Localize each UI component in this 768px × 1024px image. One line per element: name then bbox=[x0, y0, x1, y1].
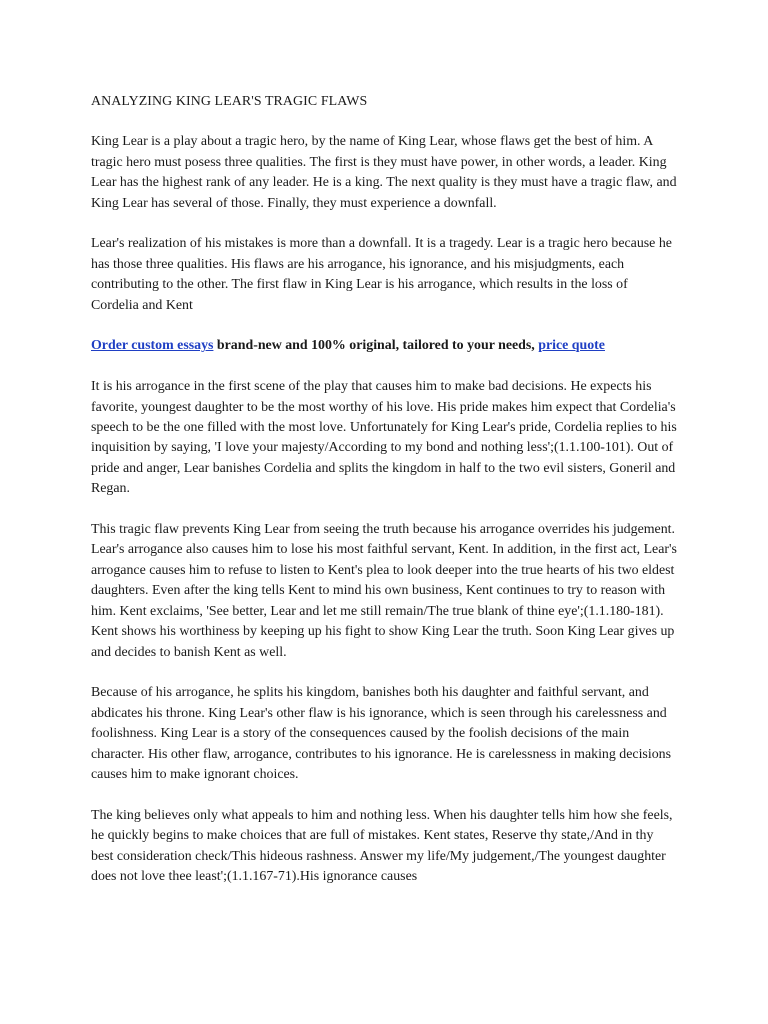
promo-text: brand-new and 100% original, tailored to your needs, bbox=[213, 338, 539, 354]
paragraph: King Lear is a play about a tragic hero, by the name of King Lear, whose flaws get the best of him. A tragic hero must posess three qualities. The first is they must have power, in other words, a leader. King Lear has the highest rank of any leader. He is a king. The next quality is they must have a tragic flaw, and King Lear has several of those. Finally, they must experience a downfall. bbox=[91, 134, 677, 211]
paragraph: It is his arrogance in the first scene of the play that causes him to make bad decisions. He expects his favorite, youngest daughter to be the most worthy of his love. His pride makes him expect that Cordelia's speech to be the one filled with the most love. Unfortunately for King Lear's pride, Cordelia replies to his inquisition by saying, 'I love your majesty/According to my bond and nothing less';(1.1.100-101). Out of pride and anger, Lear banishes Cordelia and splits the kingdom in half to the two evil sisters, Goneril and Regan. bbox=[91, 379, 677, 497]
paragraph: Lear's realization of his mistakes is more than a downfall. It is a tragedy. Lear is a tragic hero because he has those three qualities. His flaws are his arrogance, his ignorance, and his misjudgments, each contributing to the other. The first flaw in King Lear is his arrogance, which results in the loss of Cordelia and Kent bbox=[91, 236, 672, 313]
paragraph: This tragic flaw prevents King Lear from seeing the truth because his arrogance overrides his judgement. Lear's arrogance also causes him to lose his most faithful servant, Kent. In addition, in the first act, Lear's arrogance causes him to refuse to listen to Kent's plea to look deeper into the true hearts of his two eldest daughters. Even after the king tells Kent to mind his own business, Kent continues to try to reason with him. Kent exclaims, 'See better, Lear and let me still remain/The true blank of thine eye';(1.1.180-181). Kent shows his worthiness by keeping up his fight to show King Lear the truth. Soon King Lear gives up and decides to banish Kent as well. bbox=[91, 522, 677, 660]
document-title: ANALYZING KING LEAR'S TRAGIC FLAWS bbox=[91, 94, 368, 109]
price-quote-link[interactable]: price quote bbox=[538, 338, 605, 354]
paragraph: The king believes only what appeals to him and nothing less. When his daughter tells him how she feels, he quickly begins to make choices that are full of mistakes. Kent states, Reserve thy state,/And in thy best consideration check/This hideous rashness. Answer my life/My judgement,/The youngest daughter does not love thee least';(1.1.167-71).His ignorance causes bbox=[91, 807, 673, 884]
paragraph: Because of his arrogance, he splits his kingdom, banishes both his daughter and faithful servant, and abdicates his throne. King Lear's other flaw is his ignorance, which is seen through his carelessness and foolishness. King Lear is a story of the consequences caused by the foolish decisions of the main character. His other flaw, arrogance, contributes to his ignorance. He is carelessness in making decisions causes him to make ignorant choices. bbox=[91, 685, 671, 782]
document-body bbox=[91, 92, 677, 908]
promo-line bbox=[91, 336, 677, 356]
order-custom-essays-link[interactable]: Order custom essays bbox=[91, 338, 214, 354]
